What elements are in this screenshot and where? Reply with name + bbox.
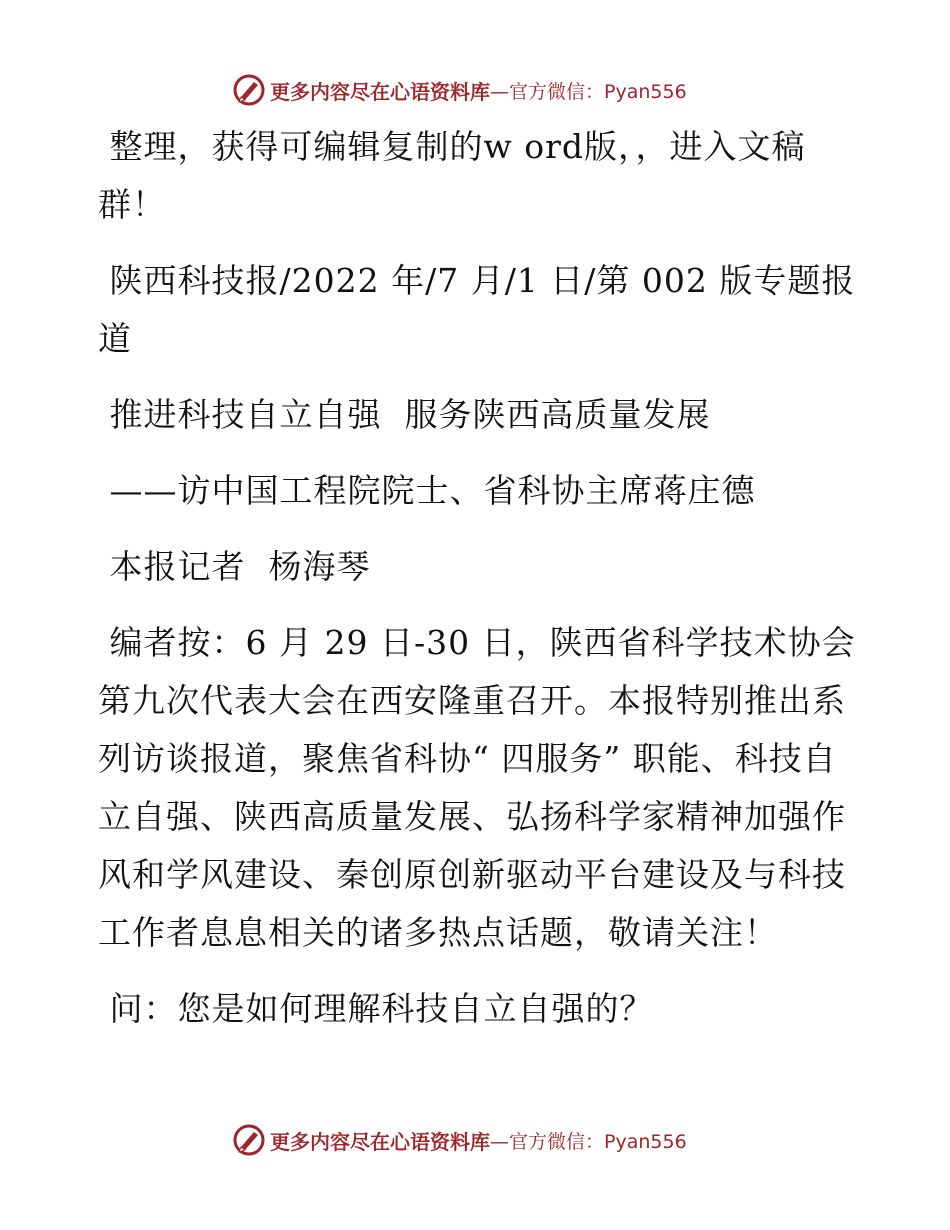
question-paragraph: 问：您是如何理解科技自立自强的？ <box>98 989 654 1028</box>
article-title: 推进科技自立自强 服务陕西高质量发展 <box>98 395 711 434</box>
document-body <box>98 118 858 1038</box>
reporter-line: 本报记者 杨海琴 <box>98 547 371 586</box>
footer-watermark <box>232 1120 687 1160</box>
watermark-side-text: —官方微信：Pyan556 <box>490 1130 687 1153</box>
pen-circle-logo-icon <box>232 73 266 107</box>
intro-paragraph: 整理，获得可编辑复制的w ord版，，进入文稿群！ <box>98 127 806 224</box>
article-subtitle: ——访中国工程院院士、省科协主席蒋庄德 <box>98 471 756 510</box>
source-line: 陕西科技报/2022 年/7 月/1 日/第 002 版专题报道 <box>98 261 856 358</box>
watermark-main-text: 更多内容尽在心语资料库 <box>270 79 490 104</box>
watermark-side-text: —官方微信：Pyan556 <box>490 80 687 103</box>
header-watermark <box>232 70 687 110</box>
editor-note-paragraph: 编者按：6 月 29 日-30 日，陕西省科学技术协会第九次代表大会在西安隆重召开。本报特别推出系列访谈报道，聚焦省科协“ 四服务” 职能、科技自立自强、陕西高质量发展、弘扬科学家精神加强作风和学风建设、秦创原创新驱动平台建设及与科技工作者息息相关的诸多热点话题，敬请关注！ <box>98 623 856 952</box>
pen-circle-logo-icon <box>232 1123 266 1157</box>
watermark-main-text: 更多内容尽在心语资料库 <box>270 1129 490 1154</box>
